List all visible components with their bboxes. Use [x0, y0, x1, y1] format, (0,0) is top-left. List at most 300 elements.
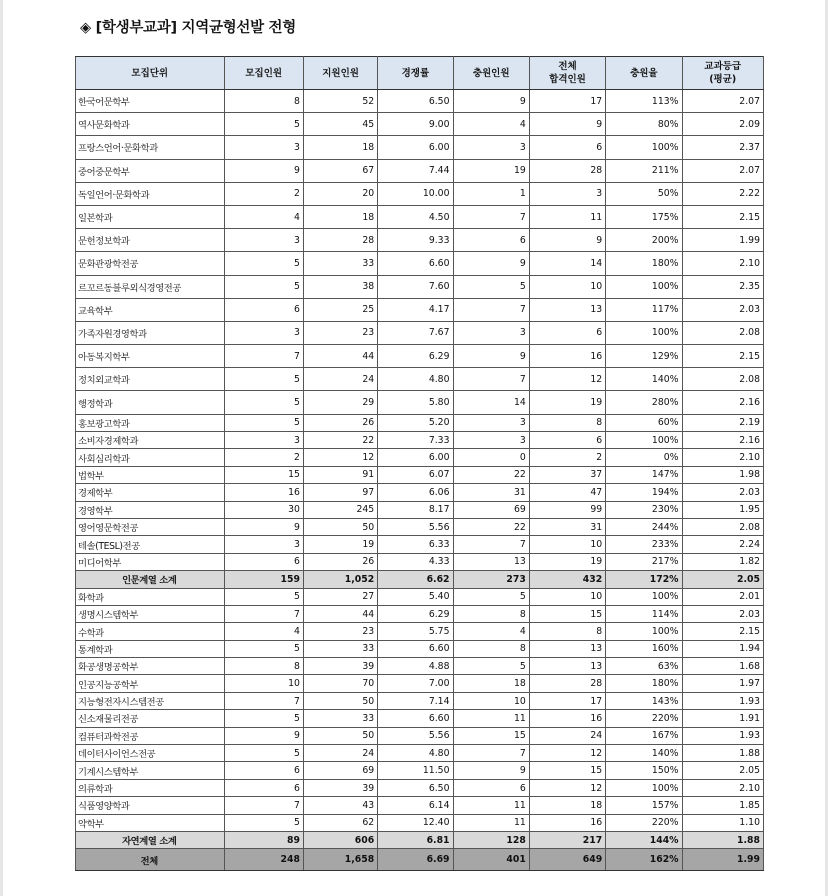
cell-fill-rate: 63% — [606, 658, 682, 675]
cell-department: 영어영문학전공 — [76, 518, 225, 535]
cell-competition-rate: 8.17 — [378, 501, 453, 518]
cell-applicants: 33 — [303, 710, 377, 727]
cell-total-admits: 18 — [529, 797, 605, 814]
cell-additional-admits: 3 — [453, 136, 529, 159]
cell-fill-rate: 0% — [606, 449, 682, 466]
cell-total-admits: 19 — [529, 391, 605, 414]
cell-grade-average: 1.94 — [682, 640, 764, 657]
cell-competition-rate: 6.60 — [378, 252, 453, 275]
cell-competition-rate: 11.50 — [378, 762, 453, 779]
cell-additional-admits: 11 — [453, 814, 529, 831]
cell-additional-admits: 8 — [453, 640, 529, 657]
cell-total-admits: 17 — [529, 692, 605, 709]
cell-department: 역사문화학과 — [76, 113, 225, 136]
table-row — [76, 90, 764, 113]
cell-department: 홍보광고학과 — [76, 414, 225, 431]
cell-fill-rate: 129% — [606, 345, 682, 368]
cell-grade-average: 2.05 — [682, 762, 764, 779]
cell-fill-rate: 200% — [606, 229, 682, 252]
cell-total-admits: 12 — [529, 779, 605, 796]
cell-applicants: 23 — [303, 321, 377, 344]
cell-quota: 5 — [224, 745, 303, 762]
cell-grade-average: 2.07 — [682, 90, 764, 113]
cell-department: 데이터사이언스전공 — [76, 745, 225, 762]
cell-department: 미디어학부 — [76, 553, 225, 570]
cell-competition-rate: 9.33 — [378, 229, 453, 252]
cell-competition-rate: 4.88 — [378, 658, 453, 675]
cell-department: 프랑스언어·문화학과 — [76, 136, 225, 159]
subtotal-row — [76, 571, 764, 588]
cell-applicants: 52 — [303, 90, 377, 113]
cell-competition-rate: 4.50 — [378, 205, 453, 228]
cell-additional-admits: 22 — [453, 518, 529, 535]
cell-quota: 30 — [224, 501, 303, 518]
cell-competition-rate: 5.56 — [378, 518, 453, 535]
cell-grade-average: 2.37 — [682, 136, 764, 159]
cell-department: 경영학부 — [76, 501, 225, 518]
cell-department: 자연계열 소계 — [76, 832, 225, 849]
cell-grade-average: 1.99 — [682, 229, 764, 252]
cell-fill-rate: 220% — [606, 710, 682, 727]
cell-applicants: 44 — [303, 605, 377, 622]
cell-competition-rate: 6.50 — [378, 779, 453, 796]
cell-total-admits: 12 — [529, 368, 605, 391]
cell-competition-rate: 5.40 — [378, 588, 453, 605]
table-row — [76, 368, 764, 391]
cell-fill-rate: 175% — [606, 205, 682, 228]
cell-applicants: 1,052 — [303, 571, 377, 588]
cell-competition-rate: 6.69 — [378, 849, 453, 871]
cell-fill-rate: 117% — [606, 298, 682, 321]
cell-quota: 9 — [224, 518, 303, 535]
cell-additional-admits: 0 — [453, 449, 529, 466]
cell-additional-admits: 6 — [453, 229, 529, 252]
cell-competition-rate: 12.40 — [378, 814, 453, 831]
cell-competition-rate: 6.33 — [378, 536, 453, 553]
cell-additional-admits: 4 — [453, 623, 529, 640]
cell-grade-average: 2.08 — [682, 321, 764, 344]
cell-grade-average: 1.97 — [682, 675, 764, 692]
cell-competition-rate: 9.00 — [378, 113, 453, 136]
cell-department: 한국어문학부 — [76, 90, 225, 113]
cell-department: 지능형전자시스템전공 — [76, 692, 225, 709]
cell-additional-admits: 6 — [453, 779, 529, 796]
cell-applicants: 97 — [303, 484, 377, 501]
cell-grade-average: 2.01 — [682, 588, 764, 605]
cell-total-admits: 9 — [529, 229, 605, 252]
cell-total-admits: 2 — [529, 449, 605, 466]
cell-additional-admits: 3 — [453, 414, 529, 431]
table-row — [76, 136, 764, 159]
header-grade-average: 교과등급 (평균) — [682, 57, 764, 90]
cell-total-admits: 13 — [529, 640, 605, 657]
cell-competition-rate: 4.80 — [378, 368, 453, 391]
table-row — [76, 762, 764, 779]
cell-total-admits: 47 — [529, 484, 605, 501]
cell-total-admits: 10 — [529, 536, 605, 553]
table-row — [76, 432, 764, 449]
table-row — [76, 658, 764, 675]
subtotal-row — [76, 832, 764, 849]
cell-quota: 10 — [224, 675, 303, 692]
cell-fill-rate: 157% — [606, 797, 682, 814]
cell-fill-rate: 150% — [606, 762, 682, 779]
cell-fill-rate: 140% — [606, 745, 682, 762]
cell-total-admits: 9 — [529, 113, 605, 136]
cell-total-admits: 19 — [529, 553, 605, 570]
cell-competition-rate: 6.50 — [378, 90, 453, 113]
cell-competition-rate: 6.81 — [378, 832, 453, 849]
cell-competition-rate: 6.07 — [378, 466, 453, 483]
cell-quota: 5 — [224, 710, 303, 727]
cell-quota: 5 — [224, 368, 303, 391]
cell-additional-admits: 128 — [453, 832, 529, 849]
cell-grade-average: 2.07 — [682, 159, 764, 182]
cell-fill-rate: 100% — [606, 432, 682, 449]
cell-quota: 9 — [224, 159, 303, 182]
cell-quota: 5 — [224, 814, 303, 831]
cell-grade-average: 2.15 — [682, 345, 764, 368]
cell-quota: 3 — [224, 229, 303, 252]
cell-additional-admits: 5 — [453, 658, 529, 675]
cell-grade-average: 2.03 — [682, 484, 764, 501]
cell-additional-admits: 7 — [453, 205, 529, 228]
cell-department: 법학부 — [76, 466, 225, 483]
header-quota: 모집인원 — [224, 57, 303, 90]
cell-applicants: 23 — [303, 623, 377, 640]
cell-applicants: 33 — [303, 252, 377, 275]
cell-total-admits: 28 — [529, 675, 605, 692]
cell-applicants: 44 — [303, 345, 377, 368]
cell-competition-rate: 5.20 — [378, 414, 453, 431]
cell-quota: 2 — [224, 182, 303, 205]
cell-applicants: 19 — [303, 536, 377, 553]
table-row — [76, 414, 764, 431]
cell-grade-average: 1.93 — [682, 727, 764, 744]
cell-department: 르꼬르동블루외식경영전공 — [76, 275, 225, 298]
cell-total-admits: 10 — [529, 275, 605, 298]
cell-total-admits: 432 — [529, 571, 605, 588]
cell-quota: 5 — [224, 588, 303, 605]
table-row — [76, 536, 764, 553]
cell-department: 전체 — [76, 849, 225, 871]
cell-applicants: 26 — [303, 414, 377, 431]
cell-fill-rate: 114% — [606, 605, 682, 622]
cell-competition-rate: 7.44 — [378, 159, 453, 182]
cell-competition-rate: 7.60 — [378, 275, 453, 298]
table-row — [76, 466, 764, 483]
cell-quota: 7 — [224, 692, 303, 709]
cell-department: 아동복지학부 — [76, 345, 225, 368]
cell-quota: 3 — [224, 321, 303, 344]
cell-total-admits: 99 — [529, 501, 605, 518]
cell-quota: 4 — [224, 205, 303, 228]
cell-fill-rate: 162% — [606, 849, 682, 871]
cell-fill-rate: 280% — [606, 391, 682, 414]
table-row — [76, 501, 764, 518]
cell-fill-rate: 50% — [606, 182, 682, 205]
cell-department: 문화관광학전공 — [76, 252, 225, 275]
cell-quota: 7 — [224, 345, 303, 368]
cell-fill-rate: 100% — [606, 623, 682, 640]
cell-applicants: 50 — [303, 692, 377, 709]
table-row — [76, 814, 764, 831]
header-applicants: 지원인원 — [303, 57, 377, 90]
cell-applicants: 245 — [303, 501, 377, 518]
cell-total-admits: 31 — [529, 518, 605, 535]
cell-competition-rate: 10.00 — [378, 182, 453, 205]
cell-competition-rate: 6.29 — [378, 345, 453, 368]
cell-fill-rate: 140% — [606, 368, 682, 391]
table-row — [76, 298, 764, 321]
cell-grade-average: 1.85 — [682, 797, 764, 814]
cell-fill-rate: 100% — [606, 779, 682, 796]
cell-additional-admits: 7 — [453, 368, 529, 391]
cell-quota: 7 — [224, 605, 303, 622]
table-row — [76, 229, 764, 252]
cell-quota: 2 — [224, 449, 303, 466]
cell-quota: 6 — [224, 779, 303, 796]
cell-applicants: 18 — [303, 136, 377, 159]
table-row — [76, 605, 764, 622]
cell-department: 약학부 — [76, 814, 225, 831]
cell-department: 가족자원경영학과 — [76, 321, 225, 344]
table-row — [76, 252, 764, 275]
cell-grade-average: 1.93 — [682, 692, 764, 709]
cell-fill-rate: 143% — [606, 692, 682, 709]
cell-applicants: 25 — [303, 298, 377, 321]
table-row — [76, 675, 764, 692]
cell-total-admits: 6 — [529, 136, 605, 159]
cell-competition-rate: 5.75 — [378, 623, 453, 640]
cell-grade-average: 1.88 — [682, 745, 764, 762]
cell-applicants: 26 — [303, 553, 377, 570]
cell-total-admits: 11 — [529, 205, 605, 228]
cell-quota: 9 — [224, 727, 303, 744]
cell-additional-admits: 9 — [453, 252, 529, 275]
cell-fill-rate: 113% — [606, 90, 682, 113]
cell-competition-rate: 4.17 — [378, 298, 453, 321]
cell-fill-rate: 147% — [606, 466, 682, 483]
cell-department: 정치외교학과 — [76, 368, 225, 391]
cell-competition-rate: 5.56 — [378, 727, 453, 744]
cell-competition-rate: 6.14 — [378, 797, 453, 814]
cell-additional-admits: 22 — [453, 466, 529, 483]
cell-fill-rate: 60% — [606, 414, 682, 431]
cell-grade-average: 1.82 — [682, 553, 764, 570]
cell-additional-admits: 1 — [453, 182, 529, 205]
table-row — [76, 159, 764, 182]
cell-fill-rate: 220% — [606, 814, 682, 831]
cell-applicants: 27 — [303, 588, 377, 605]
cell-applicants: 38 — [303, 275, 377, 298]
cell-additional-admits: 18 — [453, 675, 529, 692]
cell-applicants: 67 — [303, 159, 377, 182]
table-row — [76, 345, 764, 368]
cell-department: 컴퓨터과학전공 — [76, 727, 225, 744]
table-row — [76, 321, 764, 344]
cell-grade-average: 2.35 — [682, 275, 764, 298]
cell-quota: 3 — [224, 536, 303, 553]
cell-total-admits: 15 — [529, 605, 605, 622]
cell-total-admits: 217 — [529, 832, 605, 849]
cell-additional-admits: 9 — [453, 345, 529, 368]
cell-total-admits: 16 — [529, 710, 605, 727]
cell-quota: 5 — [224, 275, 303, 298]
cell-department: 인문계열 소계 — [76, 571, 225, 588]
cell-additional-admits: 273 — [453, 571, 529, 588]
cell-grade-average: 2.03 — [682, 298, 764, 321]
cell-additional-admits: 7 — [453, 298, 529, 321]
cell-department: 식품영양학과 — [76, 797, 225, 814]
cell-grade-average: 1.88 — [682, 832, 764, 849]
cell-additional-admits: 11 — [453, 797, 529, 814]
page-title: ◈ [학생부교과] 지역균형선발 전형 — [80, 20, 296, 36]
cell-department: 신소재물리전공 — [76, 710, 225, 727]
cell-applicants: 39 — [303, 658, 377, 675]
cell-grade-average: 2.19 — [682, 414, 764, 431]
cell-department: 소비자경제학과 — [76, 432, 225, 449]
grand-total-row — [76, 849, 764, 871]
table-row — [76, 623, 764, 640]
cell-grade-average: 2.10 — [682, 252, 764, 275]
cell-applicants: 50 — [303, 518, 377, 535]
cell-quota: 8 — [224, 90, 303, 113]
cell-total-admits: 24 — [529, 727, 605, 744]
cell-applicants: 22 — [303, 432, 377, 449]
cell-applicants: 20 — [303, 182, 377, 205]
cell-applicants: 33 — [303, 640, 377, 657]
cell-fill-rate: 100% — [606, 136, 682, 159]
cell-total-admits: 13 — [529, 658, 605, 675]
cell-quota: 15 — [224, 466, 303, 483]
cell-competition-rate: 6.29 — [378, 605, 453, 622]
cell-fill-rate: 233% — [606, 536, 682, 553]
cell-competition-rate: 6.00 — [378, 449, 453, 466]
cell-applicants: 62 — [303, 814, 377, 831]
header-department: 모집단위 — [76, 57, 225, 90]
table-row — [76, 727, 764, 744]
cell-quota: 7 — [224, 797, 303, 814]
cell-total-admits: 649 — [529, 849, 605, 871]
table-header-row — [76, 57, 764, 90]
page-left-edge — [0, 0, 3, 896]
table-row — [76, 275, 764, 298]
cell-fill-rate: 244% — [606, 518, 682, 535]
cell-quota: 5 — [224, 252, 303, 275]
cell-department: 사회심리학과 — [76, 449, 225, 466]
cell-additional-admits: 19 — [453, 159, 529, 182]
cell-applicants: 29 — [303, 391, 377, 414]
cell-department: 교육학부 — [76, 298, 225, 321]
table-row — [76, 391, 764, 414]
cell-competition-rate: 7.67 — [378, 321, 453, 344]
cell-grade-average: 2.08 — [682, 518, 764, 535]
cell-quota: 6 — [224, 762, 303, 779]
cell-quota: 248 — [224, 849, 303, 871]
cell-additional-admits: 3 — [453, 432, 529, 449]
cell-quota: 6 — [224, 298, 303, 321]
cell-grade-average: 1.91 — [682, 710, 764, 727]
cell-additional-admits: 14 — [453, 391, 529, 414]
cell-total-admits: 16 — [529, 814, 605, 831]
cell-fill-rate: 180% — [606, 252, 682, 275]
cell-additional-admits: 401 — [453, 849, 529, 871]
cell-grade-average: 2.16 — [682, 391, 764, 414]
cell-department: 테솔(TESL)전공 — [76, 536, 225, 553]
header-additional-admits: 충원인원 — [453, 57, 529, 90]
cell-grade-average: 2.03 — [682, 605, 764, 622]
cell-grade-average: 2.05 — [682, 571, 764, 588]
cell-competition-rate: 6.62 — [378, 571, 453, 588]
cell-grade-average: 2.22 — [682, 182, 764, 205]
cell-department: 의류학과 — [76, 779, 225, 796]
cell-additional-admits: 8 — [453, 605, 529, 622]
cell-quota: 3 — [224, 136, 303, 159]
table-row — [76, 113, 764, 136]
cell-fill-rate: 180% — [606, 675, 682, 692]
cell-grade-average: 1.95 — [682, 501, 764, 518]
cell-quota: 6 — [224, 553, 303, 570]
cell-additional-admits: 11 — [453, 710, 529, 727]
table-row — [76, 779, 764, 796]
cell-grade-average: 1.98 — [682, 466, 764, 483]
table-row — [76, 205, 764, 228]
cell-quota: 89 — [224, 832, 303, 849]
table-row — [76, 640, 764, 657]
cell-quota: 3 — [224, 432, 303, 449]
cell-total-admits: 14 — [529, 252, 605, 275]
cell-grade-average: 2.08 — [682, 368, 764, 391]
cell-fill-rate: 100% — [606, 275, 682, 298]
cell-total-admits: 6 — [529, 432, 605, 449]
cell-additional-admits: 9 — [453, 762, 529, 779]
cell-grade-average: 2.10 — [682, 449, 764, 466]
cell-fill-rate: 160% — [606, 640, 682, 657]
cell-applicants: 70 — [303, 675, 377, 692]
header-total-admits: 전체 합격인원 — [529, 57, 605, 90]
cell-applicants: 606 — [303, 832, 377, 849]
cell-competition-rate: 4.80 — [378, 745, 453, 762]
cell-department: 경제학부 — [76, 484, 225, 501]
cell-competition-rate: 6.60 — [378, 710, 453, 727]
cell-department: 독일언어·문화학과 — [76, 182, 225, 205]
cell-applicants: 69 — [303, 762, 377, 779]
cell-additional-admits: 9 — [453, 90, 529, 113]
cell-additional-admits: 7 — [453, 536, 529, 553]
cell-grade-average: 2.24 — [682, 536, 764, 553]
table-row — [76, 745, 764, 762]
cell-additional-admits: 13 — [453, 553, 529, 570]
cell-additional-admits: 3 — [453, 321, 529, 344]
cell-total-admits: 17 — [529, 90, 605, 113]
cell-department: 인공지능공학부 — [76, 675, 225, 692]
cell-applicants: 12 — [303, 449, 377, 466]
cell-applicants: 18 — [303, 205, 377, 228]
cell-applicants: 39 — [303, 779, 377, 796]
cell-total-admits: 12 — [529, 745, 605, 762]
cell-fill-rate: 230% — [606, 501, 682, 518]
cell-additional-admits: 5 — [453, 275, 529, 298]
cell-grade-average: 2.15 — [682, 205, 764, 228]
cell-fill-rate: 144% — [606, 832, 682, 849]
cell-total-admits: 16 — [529, 345, 605, 368]
cell-department: 화학과 — [76, 588, 225, 605]
cell-competition-rate: 5.80 — [378, 391, 453, 414]
cell-quota: 5 — [224, 414, 303, 431]
cell-quota: 5 — [224, 640, 303, 657]
cell-applicants: 24 — [303, 745, 377, 762]
